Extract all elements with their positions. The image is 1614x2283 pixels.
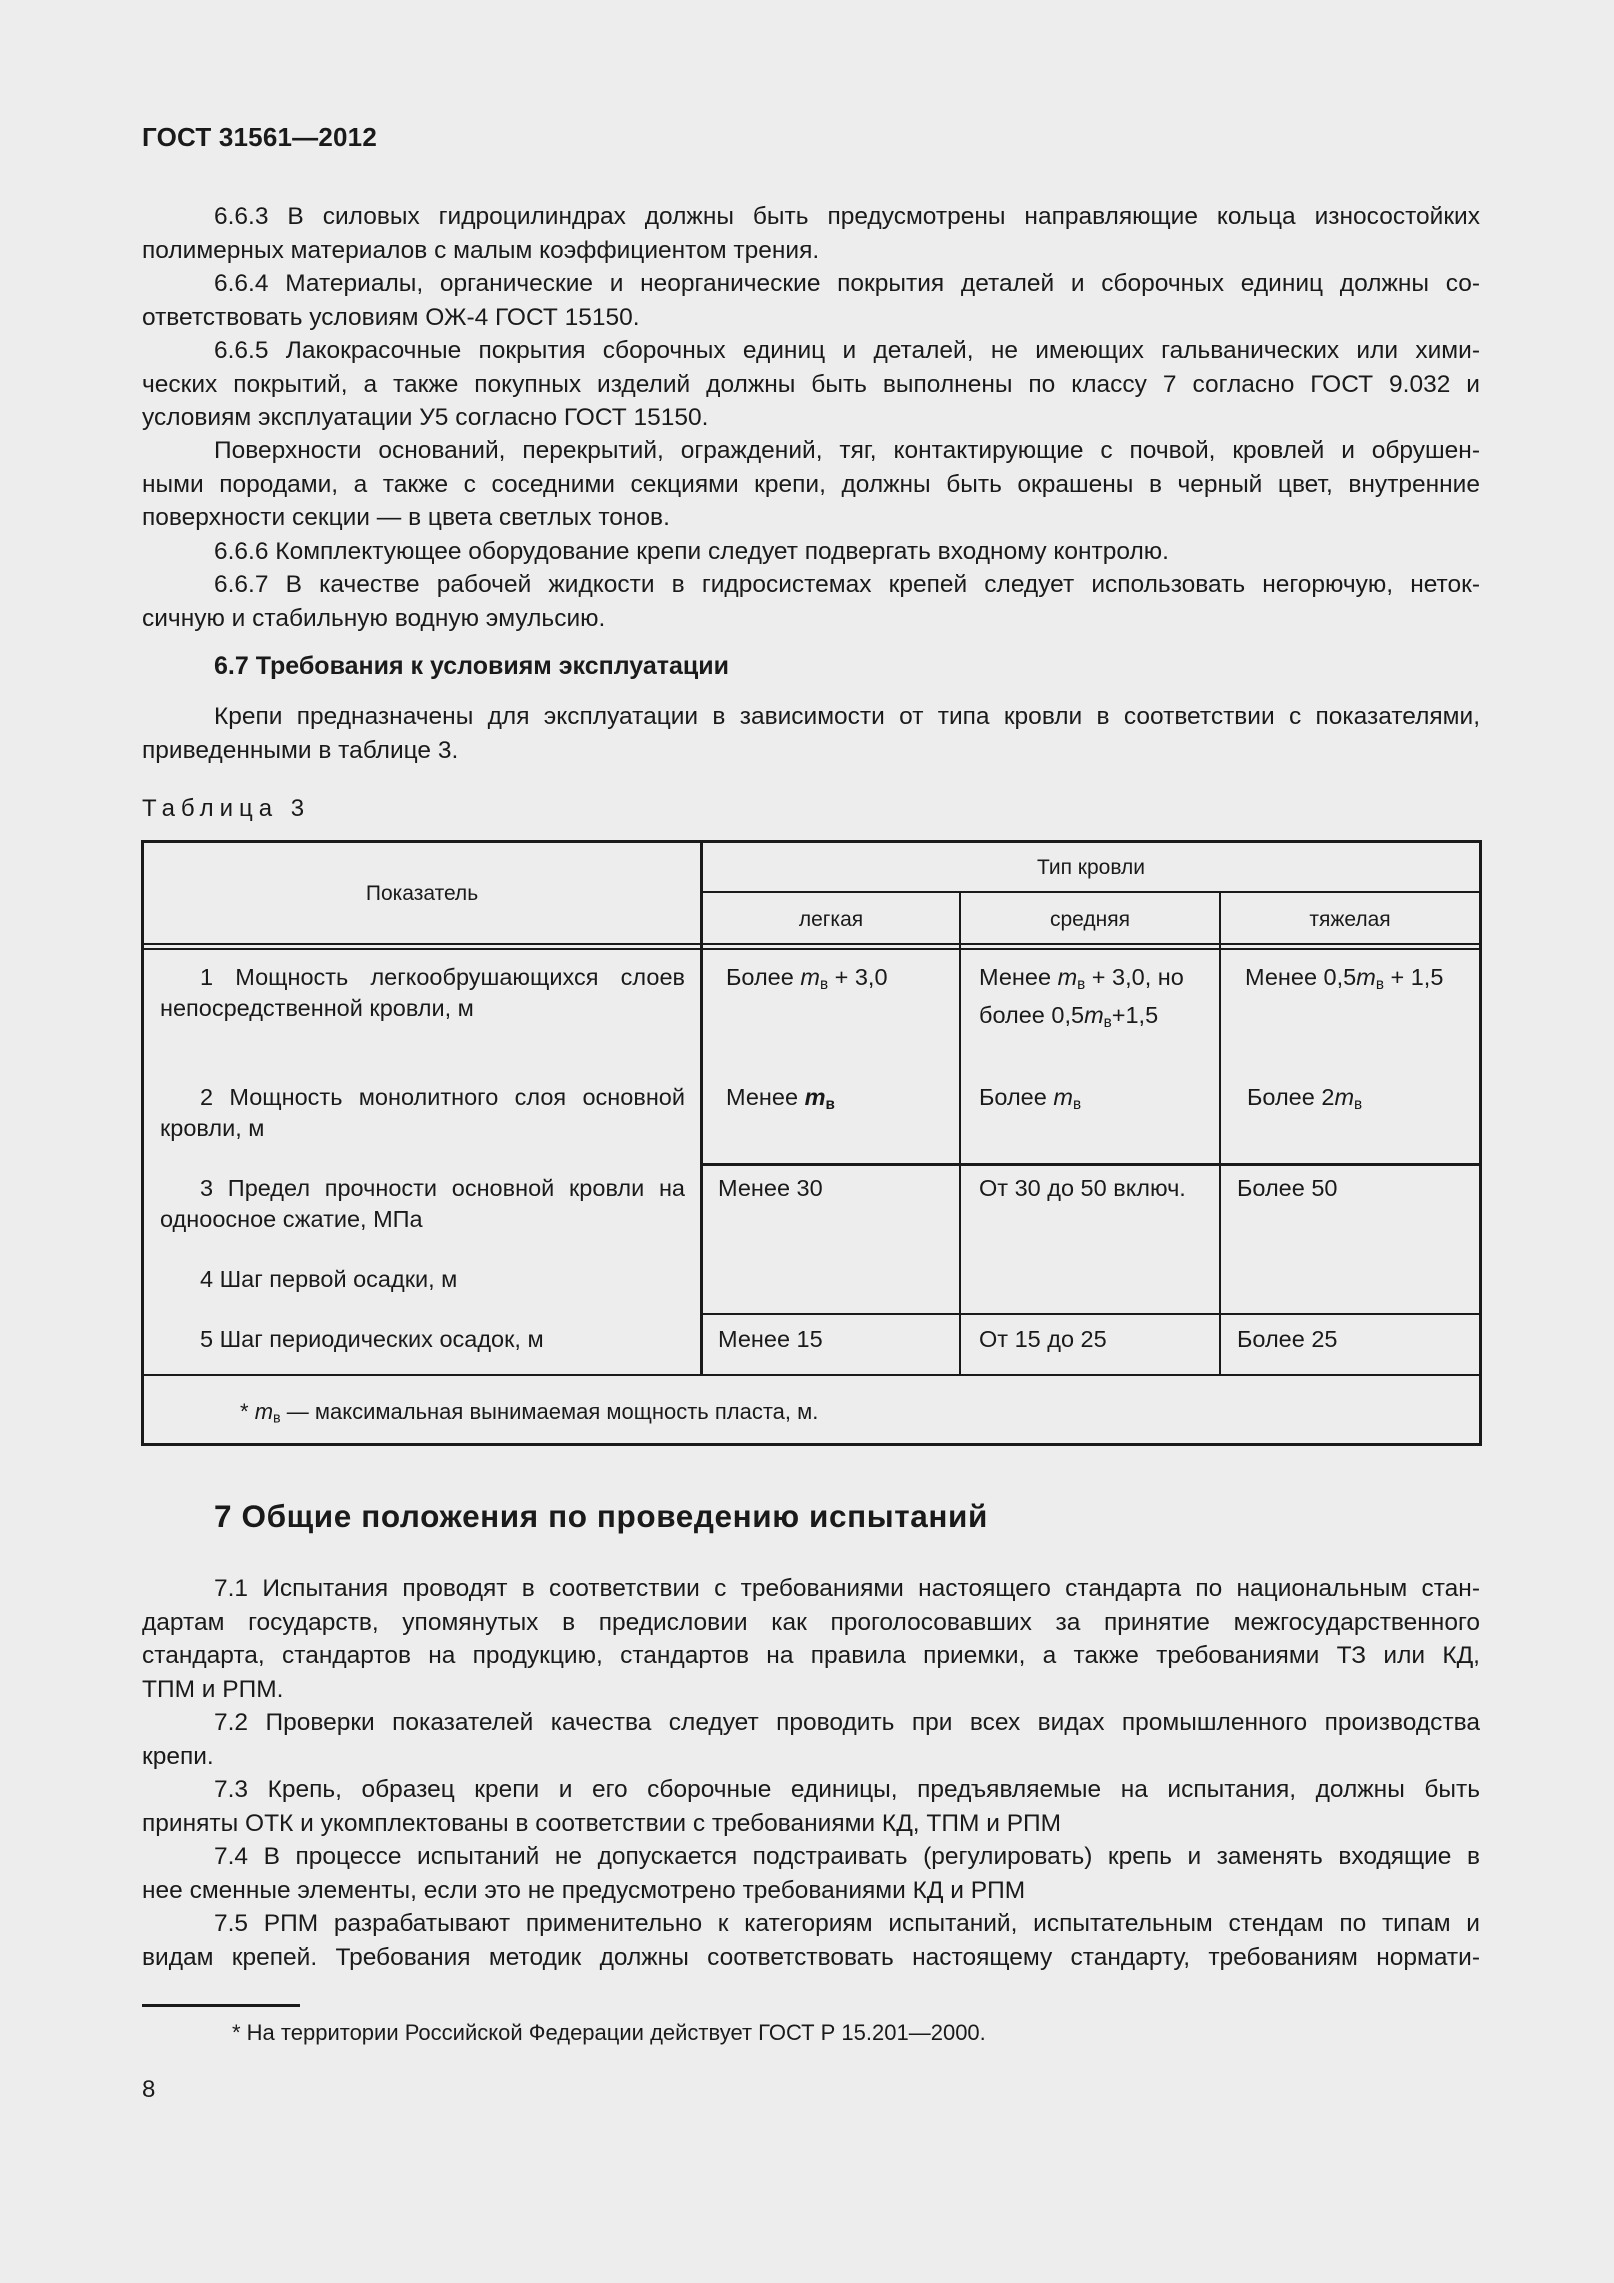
- table-border-left: [141, 840, 144, 1446]
- table-caption: Таблица 3: [142, 795, 311, 822]
- table-header-divider: [701, 891, 1481, 893]
- row-2-medium: Более $m_в$: [979, 1084, 1082, 1113]
- header-heavy: тяжелая: [1309, 908, 1391, 931]
- subsection-heading-6-7: 6.7 Требования к условиям эксплуатации: [214, 652, 730, 680]
- footnote: * На территории Российской Федерации действует ГОСТ Р 15.201—2000.: [232, 2020, 986, 2045]
- paragraph-line: Поверхности оснований, перекрытий, ограждений, тяг, контактирующие с почвой, кровлей и обрушен-: [214, 437, 1480, 464]
- row-3-heavy: Более 50: [1237, 1175, 1338, 1201]
- table-border-top: [141, 840, 1482, 843]
- table-row-divider: [701, 1163, 1481, 1166]
- paragraph-7-3: [142, 1773, 1480, 1840]
- row-3-light: Менее 30: [718, 1175, 823, 1201]
- row-2-heavy: Более $2m_в$: [1247, 1084, 1363, 1113]
- table-border-right: [1479, 840, 1482, 1446]
- table-border-bottom: [141, 1443, 1482, 1446]
- paragraph-6-6-5: [142, 334, 1480, 435]
- paragraph-6-7: [142, 700, 1480, 767]
- paragraph-line: 6.6.7 В качестве рабочей жидкости в гидросистемах крепей следует использовать негорючую, неток-: [214, 571, 1480, 598]
- header-indicator: Показатель: [365, 882, 479, 905]
- paragraph-6-6-6: [142, 535, 1480, 569]
- paragraph-7-4: [142, 1840, 1480, 1907]
- row-label-line: непосредственной кровли, м: [160, 995, 474, 1021]
- header-roof-type: Тип кровли: [1036, 856, 1146, 879]
- paragraph-6-6-4: [142, 267, 1480, 334]
- table-column-divider: [1219, 891, 1221, 1376]
- paragraph-line: крепи.: [142, 1742, 214, 1770]
- row-1-medium: Менее $m_в + 3,0$, но более $0,5m_в+1,5$: [979, 964, 1184, 1031]
- row-1-heavy: Менее $0,5m_в + 1,5$: [1245, 964, 1444, 993]
- row-label-line: 2 Мощность монолитного слоя основной: [200, 1084, 685, 1110]
- table-row-divider: [701, 1313, 1481, 1315]
- paragraph-line: 6.6.4 Материалы, органические и неорганические покрытия деталей и сборочных единиц должны со-: [214, 270, 1480, 297]
- paragraph-line: сичную и стабильную водную эмульсию.: [142, 604, 606, 632]
- row-label-line: 3 Предел прочности основной кровли на: [200, 1175, 685, 1201]
- row-2-light: Менее $m_в$: [726, 1084, 835, 1113]
- table-note: * $m_в$ — максимальная вынимаемая мощность пласта, м.: [240, 1399, 819, 1427]
- paragraph-line: нее сменные элементы, если это не предусмотрено требованиями КД и РПМ: [142, 1876, 1026, 1904]
- paragraph-line: стандарта, стандартов на продукцию, стандартов на правила приемки, а также требованиями ТЗ или КД,: [142, 1642, 1480, 1669]
- row-label-line: одноосное сжатие, МПа: [160, 1206, 423, 1232]
- paragraph-6-6-7: [142, 568, 1480, 635]
- row-1-light: Более $m_в + 3,0$: [726, 964, 888, 993]
- paragraph-line: 6.6.3 В силовых гидроцилиндрах должны быть предусмотрены направляющие кольца износостойких: [214, 203, 1480, 230]
- paragraph-line: полимерных материалов с малым коэффициентом трения.: [142, 236, 820, 264]
- header-medium: средняя: [1050, 908, 1130, 931]
- paragraph-line: ТПМ и РПМ.: [142, 1675, 284, 1703]
- table-row-divider: [141, 1374, 1482, 1376]
- paragraph-7-2: [142, 1706, 1480, 1773]
- row-5-medium: От 15 до 25: [979, 1326, 1107, 1352]
- paragraph-line: 7.3 Крепь, образец крепи и его сборочные единицы, предъявляемые на испытания, должны быть: [214, 1776, 1480, 1803]
- paragraph-line: 7.5 РПМ разрабатывают применительно к категориям испытаний, испытательным стендам по типам и: [214, 1910, 1480, 1937]
- paragraph-line: дартам государств, упомянутых в предисловии как проголосовавших за принятие межгосударственного: [142, 1608, 1480, 1636]
- paragraph-line: видам крепей. Требования методик должны соответствовать настоящему стандарту, требованиям нормати-: [142, 1943, 1480, 1971]
- paragraph-line: поверхности секции — в цвета светлых тонов.: [142, 504, 670, 531]
- row-label-line: 1 Мощность легкообрушающихся слоев: [200, 964, 685, 990]
- header-light: легкая: [798, 908, 864, 931]
- paragraph-line: приведенными в таблице 3.: [142, 736, 459, 764]
- paragraph-line: ответствовать условиям ОЖ-4 ГОСТ 15150.: [142, 303, 640, 331]
- row-3-medium: От 30 до 50 включ.: [979, 1175, 1186, 1201]
- paragraph-line: условиям эксплуатации У5 согласно ГОСТ 15150.: [142, 404, 709, 431]
- paragraph-surfaces: [142, 434, 1480, 535]
- paragraph-line: 6.6.6 Комплектующее оборудование крепи следует подвергать входному контролю.: [214, 538, 1169, 565]
- row-3-label: [160, 1173, 685, 1235]
- paragraph-line: ными породами, а также с соседними секциями крепи, должны быть окрашены в черный цвет, внутренние: [142, 470, 1480, 498]
- table-header-divider: [141, 948, 1482, 950]
- document-header: ГОСТ 31561—2012: [142, 122, 377, 152]
- paragraph-line: 7.1 Испытания проводят в соответствии с требованиями настоящего стандарта по национальным стан-: [214, 1575, 1480, 1602]
- row-5-heavy: Более 25: [1237, 1326, 1338, 1352]
- row-1-label: [160, 962, 685, 1024]
- page-number: 8: [142, 2076, 156, 2103]
- row-4-label: 4 Шаг первой осадки, м: [200, 1266, 458, 1292]
- table-column-divider: [959, 891, 961, 1376]
- section-7-title: 7 Общие положения по проведению испытаний: [214, 1498, 988, 1534]
- paragraph-6-6-3: [142, 200, 1480, 267]
- paragraph-line: приняты ОТК и укомплектованы в соответствии с требованиями КД, ТПМ и РПМ: [142, 1809, 1062, 1837]
- row-2-label: [160, 1082, 685, 1144]
- paragraph-line: 6.6.5 Лакокрасочные покрытия сборочных единиц и деталей, не имеющих гальванических или хими-: [214, 337, 1480, 364]
- paragraph-line: 7.4 В процессе испытаний не допускается подстраивать (регулировать) крепь и заменять входящие в: [214, 1843, 1480, 1870]
- paragraph-line: 7.2 Проверки показателей качества следует проводить при всех видах промышленного производства: [214, 1709, 1480, 1736]
- table-header-divider: [141, 943, 1482, 945]
- paragraph-7-1: [142, 1572, 1480, 1706]
- paragraph-line: Крепи предназначены для эксплуатации в зависимости от типа кровли в соответствии с показателями,: [214, 703, 1480, 730]
- paragraph-7-5: [142, 1907, 1480, 1974]
- footnote-divider: [142, 2004, 300, 2007]
- paragraph-line: ческих покрытий, а также покупных изделий должны быть выполнены по классу 7 согласно ГОСТ 9.032 и: [142, 370, 1480, 398]
- table-3: [141, 840, 1482, 1446]
- row-label-line: кровли, м: [160, 1115, 265, 1141]
- row-5-light: Менее 15: [718, 1326, 823, 1352]
- row-5-label: 5 Шаг периодических осадок, м: [200, 1326, 544, 1352]
